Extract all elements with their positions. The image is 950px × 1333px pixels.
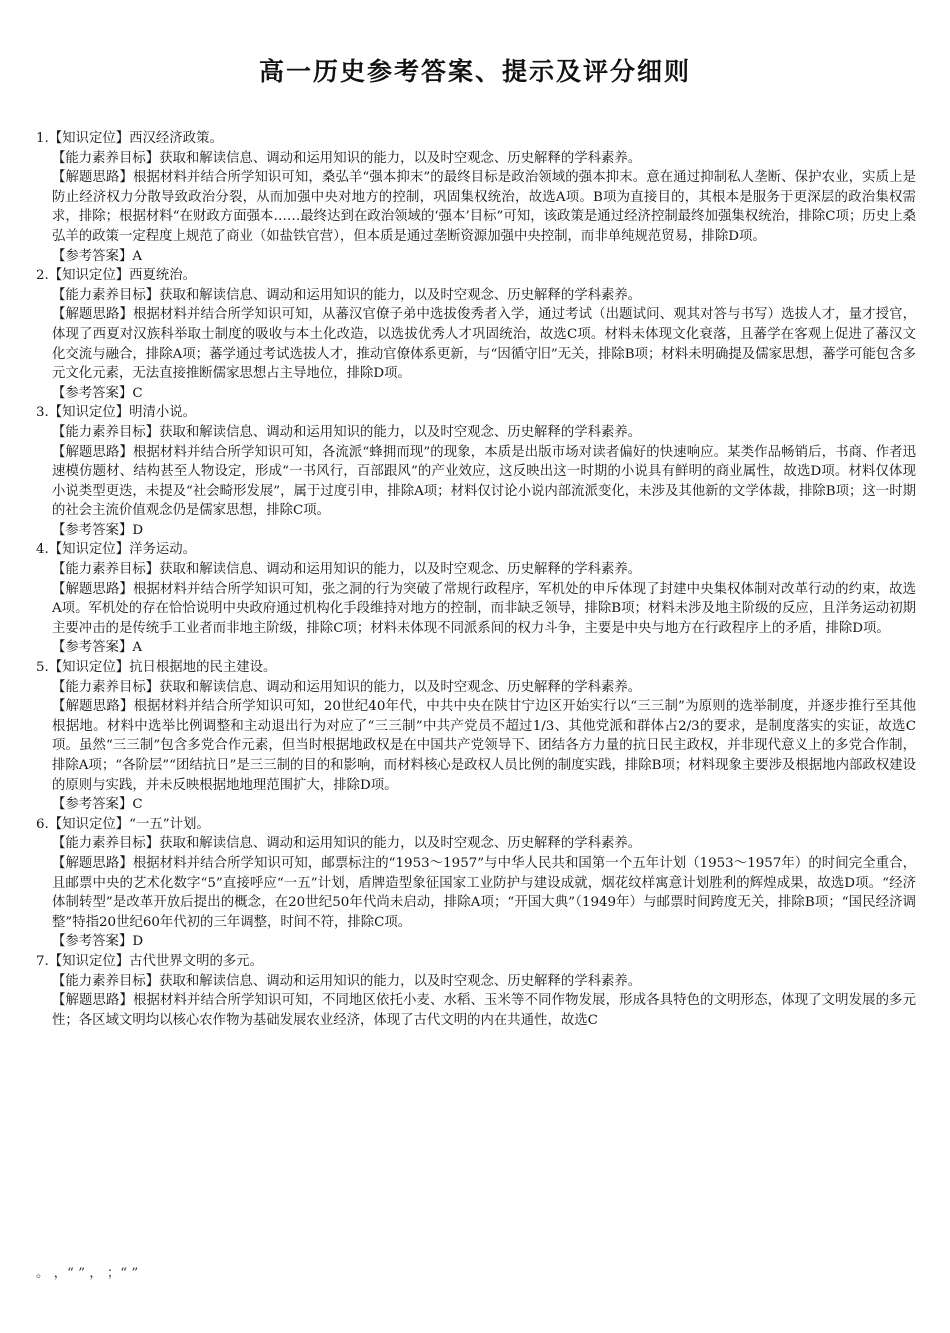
page-title: 高一历史参考答案、提示及评分细则 xyxy=(258,57,691,86)
ability-label: 【能力素养目标】 xyxy=(52,836,160,852)
question-item xyxy=(36,129,916,266)
approach-text: 根据材料并结合所学知识可知，不同地区依托小麦、水稻、玉米等不同作物发展，形成各具特色的文明形态，体现了文明发展的多元性；各区域文明均以核心农作物为基础发展农业经济，体现了古代文明的内在共通性，故选C xyxy=(52,993,917,1028)
ability-text: 获取和解读信息、调动和运用知识的能力，以及时空观念、历史解释的学科素养。 xyxy=(159,679,642,695)
approach-label: 【解题思路】 xyxy=(52,170,133,186)
approach-text: 根据材料并结合所学知识可知，邮票标注的“1953～1957”与中华人民共和国第一个五年计划（1953～1957年）的时间完全重合，且邮票中央的艺术化数字“5”直接呼应“一五”计划，盾牌造型象征国家工业防护与建设成就，烟花纹样寓意计划胜利的辉煌成果，故选D项。“经济体制转型”是改革开放后提出的概念，在20世纪50年代尚未启动，排除A项；“开国大典”（1949年）与邮票时间跨度无关，排除B项；“国民经济调整”特指20世纪60年代初的三年调整，时间不符，排除C项。 xyxy=(52,855,916,930)
ability-text: 获取和解读信息、调动和运用知识的能力，以及时空观念、历史解释的学科素养。 xyxy=(159,287,642,303)
answer-text: C xyxy=(132,797,143,813)
question-number: 3. xyxy=(36,405,49,421)
ability-text: 获取和解读信息、调动和运用知识的能力，以及时空观念、历史解释的学科素养。 xyxy=(159,562,642,578)
question-number: 6. xyxy=(36,816,49,832)
approach-label: 【解题思路】 xyxy=(52,581,134,597)
ability-line xyxy=(36,972,916,992)
question-number: 5. xyxy=(36,660,49,676)
ability-label: 【能力素养目标】 xyxy=(52,679,160,695)
ability-label: 【能力素养目标】 xyxy=(52,150,160,166)
kp-text: 抗日根据地的民主建设。 xyxy=(129,660,277,676)
kp-label: 【知识定位】 xyxy=(48,405,130,421)
ability-line xyxy=(36,834,916,854)
question-item xyxy=(36,403,916,540)
answer-text: D xyxy=(132,934,144,950)
kp-label: 【知识定位】 xyxy=(48,953,130,969)
question-item xyxy=(36,952,916,1030)
kp-label: 【知识定位】 xyxy=(48,660,130,676)
ability-line xyxy=(36,560,916,580)
answer-line xyxy=(36,247,916,267)
kp-text: 西夏统治。 xyxy=(129,268,197,284)
answer-text: C xyxy=(132,385,143,401)
answer-line xyxy=(36,795,916,815)
ability-text: 获取和解读信息、调动和运用知识的能力，以及时空观念、历史解释的学科素养。 xyxy=(159,836,642,852)
answer-text: A xyxy=(132,248,143,264)
ability-line xyxy=(36,423,916,443)
answer-label: 【参考答案】 xyxy=(52,385,133,401)
answer-label: 【参考答案】 xyxy=(52,640,133,656)
ability-line xyxy=(36,286,916,306)
kp-label: 【知识定位】 xyxy=(48,816,130,832)
answer-label: 【参考答案】 xyxy=(52,248,133,264)
question-item xyxy=(36,815,916,952)
kp-line xyxy=(36,815,916,835)
cutoff-line: 。 ，“ ” ， ；“ ” xyxy=(36,1266,139,1280)
answer-list xyxy=(36,129,916,1030)
answer-text: A xyxy=(132,640,143,656)
kp-text: 西汉经济政策。 xyxy=(129,131,223,146)
approach-line xyxy=(36,854,916,932)
approach-label: 【解题思路】 xyxy=(52,855,133,871)
answer-label: 【参考答案】 xyxy=(52,934,133,950)
question-item xyxy=(36,266,916,403)
approach-line xyxy=(36,697,916,795)
kp-line xyxy=(36,952,916,972)
answer-label: 【参考答案】 xyxy=(52,797,133,813)
question-item xyxy=(36,540,916,658)
ability-text: 获取和解读信息、调动和运用知识的能力，以及时空观念、历史解释的学科素养。 xyxy=(159,973,642,989)
kp-label: 【知识定位】 xyxy=(48,268,130,284)
approach-text: 根据材料并结合所学知识可知，张之洞的行为突破了常规行政程序，军机处的申斥体现了封建中央集权体制对改革行动的约束，故选A项。军机处的存在恰恰说明中央政府通过机构化手段维持对地方的控制，而非缺乏领导，排除B项；材料未涉及地主阶级的反应，且洋务运动初期主要冲击的是传统手工业者而非地主阶级，排除C项；材料未体现不同派系间的权力斗争，主要是中央与地方在行政程序上的矛盾，排除D项。 xyxy=(52,581,917,636)
approach-text: 根据材料并结合所学知识可知，20世纪40年代，中共中央在陕甘宁边区开始实行以“三三制”为原则的选举制度，并逐步推行至其他根据地。材料中选举比例调整和主动退出行为对应了“三三制”中共产党员不超过1/3、其他党派和群体占2/3的要求，是制度落实的实证，故选C项。虽然“三三制”包含多党合作元素，但当时根据地政权是在中国共产党领导下、团结各方力量的抗日民主政权，并非现代意义上的多党合作制，排除A项；“各阶层”“团结抗日”是三三制的目的和影响，而材料核心是政权人员比例的制度实践，排除B项；材料现象主要涉及根据地内部政权建设的原则与实践，并未反映根据地地理范围扩大，排除D项。 xyxy=(52,699,916,793)
question-number: 1. xyxy=(36,131,49,146)
approach-text: 根据材料并结合所学知识可知，各流派“蜂拥而现”的现象，本质是出版市场对读者偏好的快速响应。某类作品畅销后，书商、作者迅速模仿题材、结构甚至人物设定，形成“一书风行，百部跟风”的产业效应，这反映出这一时期的小说具有鲜明的商业属性，故选D项。材料仅体现小说类型更迭，未提及“社会畸形发展”，属于过度引申，排除A项；材料仅讨论小说内部流派变化，未涉及其他新的文学体裁，排除B项；这一时期的社会主流价值观念仍是儒家思想，排除C项。 xyxy=(52,444,917,519)
approach-label: 【解题思路】 xyxy=(52,699,134,715)
kp-line xyxy=(36,540,916,560)
answer-line xyxy=(36,638,916,658)
question-item xyxy=(36,658,916,815)
kp-text: “一五”计划。 xyxy=(129,816,210,832)
answer-line xyxy=(36,384,916,404)
ability-text: 获取和解读信息、调动和运用知识的能力，以及时空观念、历史解释的学科素养。 xyxy=(159,150,642,166)
approach-text: 根据材料并结合所学知识可知，从蕃汉官僚子弟中选拔俊秀者入学，通过考试（出题试问、观其对答与书写）选拔人才，量才授官，体现了西夏对汉族科举取士制度的吸收与本土化改造，以选拔优秀人才巩固统治，故选C项。材料未体现文化衰落，且蕃学在客观上促进了蕃汉文化交流与融合，排除A项；蕃学通过考试选拔人才，推动官僚体系更新，与“因循守旧”无关，排除B项；材料未明确提及儒家思想，蕃学可能包含多元文化元素，无法直接推断儒家思想占主导地位，排除D项。 xyxy=(52,307,917,382)
answer-label: 【参考答案】 xyxy=(52,522,133,538)
kp-label: 【知识定位】 xyxy=(48,131,130,146)
kp-line xyxy=(36,129,916,149)
kp-line xyxy=(36,658,916,678)
answer-line xyxy=(36,521,916,541)
approach-label: 【解题思路】 xyxy=(52,307,134,323)
answer-text: D xyxy=(132,522,144,538)
kp-line xyxy=(36,266,916,286)
kp-label: 【知识定位】 xyxy=(48,542,130,558)
kp-text: 古代世界文明的多元。 xyxy=(129,953,264,969)
ability-text: 获取和解读信息、调动和运用知识的能力，以及时空观念、历史解释的学科素养。 xyxy=(159,424,642,440)
ability-line xyxy=(36,149,916,169)
question-number: 2. xyxy=(36,268,49,284)
approach-label: 【解题思路】 xyxy=(52,444,133,460)
answer-line xyxy=(36,932,916,952)
question-number: 7. xyxy=(36,953,49,969)
approach-line xyxy=(36,168,916,246)
ability-line xyxy=(36,678,916,698)
approach-line xyxy=(36,443,916,521)
approach-label: 【解题思路】 xyxy=(52,993,134,1009)
approach-line xyxy=(36,991,916,1030)
ability-label: 【能力素养目标】 xyxy=(52,424,160,440)
question-number: 4. xyxy=(36,542,49,558)
ability-label: 【能力素养目标】 xyxy=(52,973,160,989)
approach-line xyxy=(36,305,916,383)
ability-label: 【能力素养目标】 xyxy=(52,287,160,303)
approach-line xyxy=(36,580,916,639)
approach-text: 根据材料并结合所学知识可知，桑弘羊“强本抑末”的最终目标是政治领域的强本抑末。意在通过抑制私人垄断、保护农业，实质上是防止经济权力分散导致政治分裂，从而加强中央对地方的控制，巩固集权统治，故选A项。B项为直接目的，其根本是服务于更深层的政治集权需求，排除；根据材料“在财政方面强本……最终达到在政治领域的‘强本’目标”可知，该政策是通过经济控制最终加强集权统治，排除C项；历史上桑弘羊的政策一定程度上规范了商业（如盐铁官营），但本质是通过垄断资源加强中央控制，而非单纯规范贸易，排除D项。 xyxy=(52,170,917,244)
kp-text: 明清小说。 xyxy=(129,405,197,421)
ability-label: 【能力素养目标】 xyxy=(52,562,160,578)
kp-line xyxy=(36,403,916,423)
kp-text: 洋务运动。 xyxy=(129,542,197,558)
